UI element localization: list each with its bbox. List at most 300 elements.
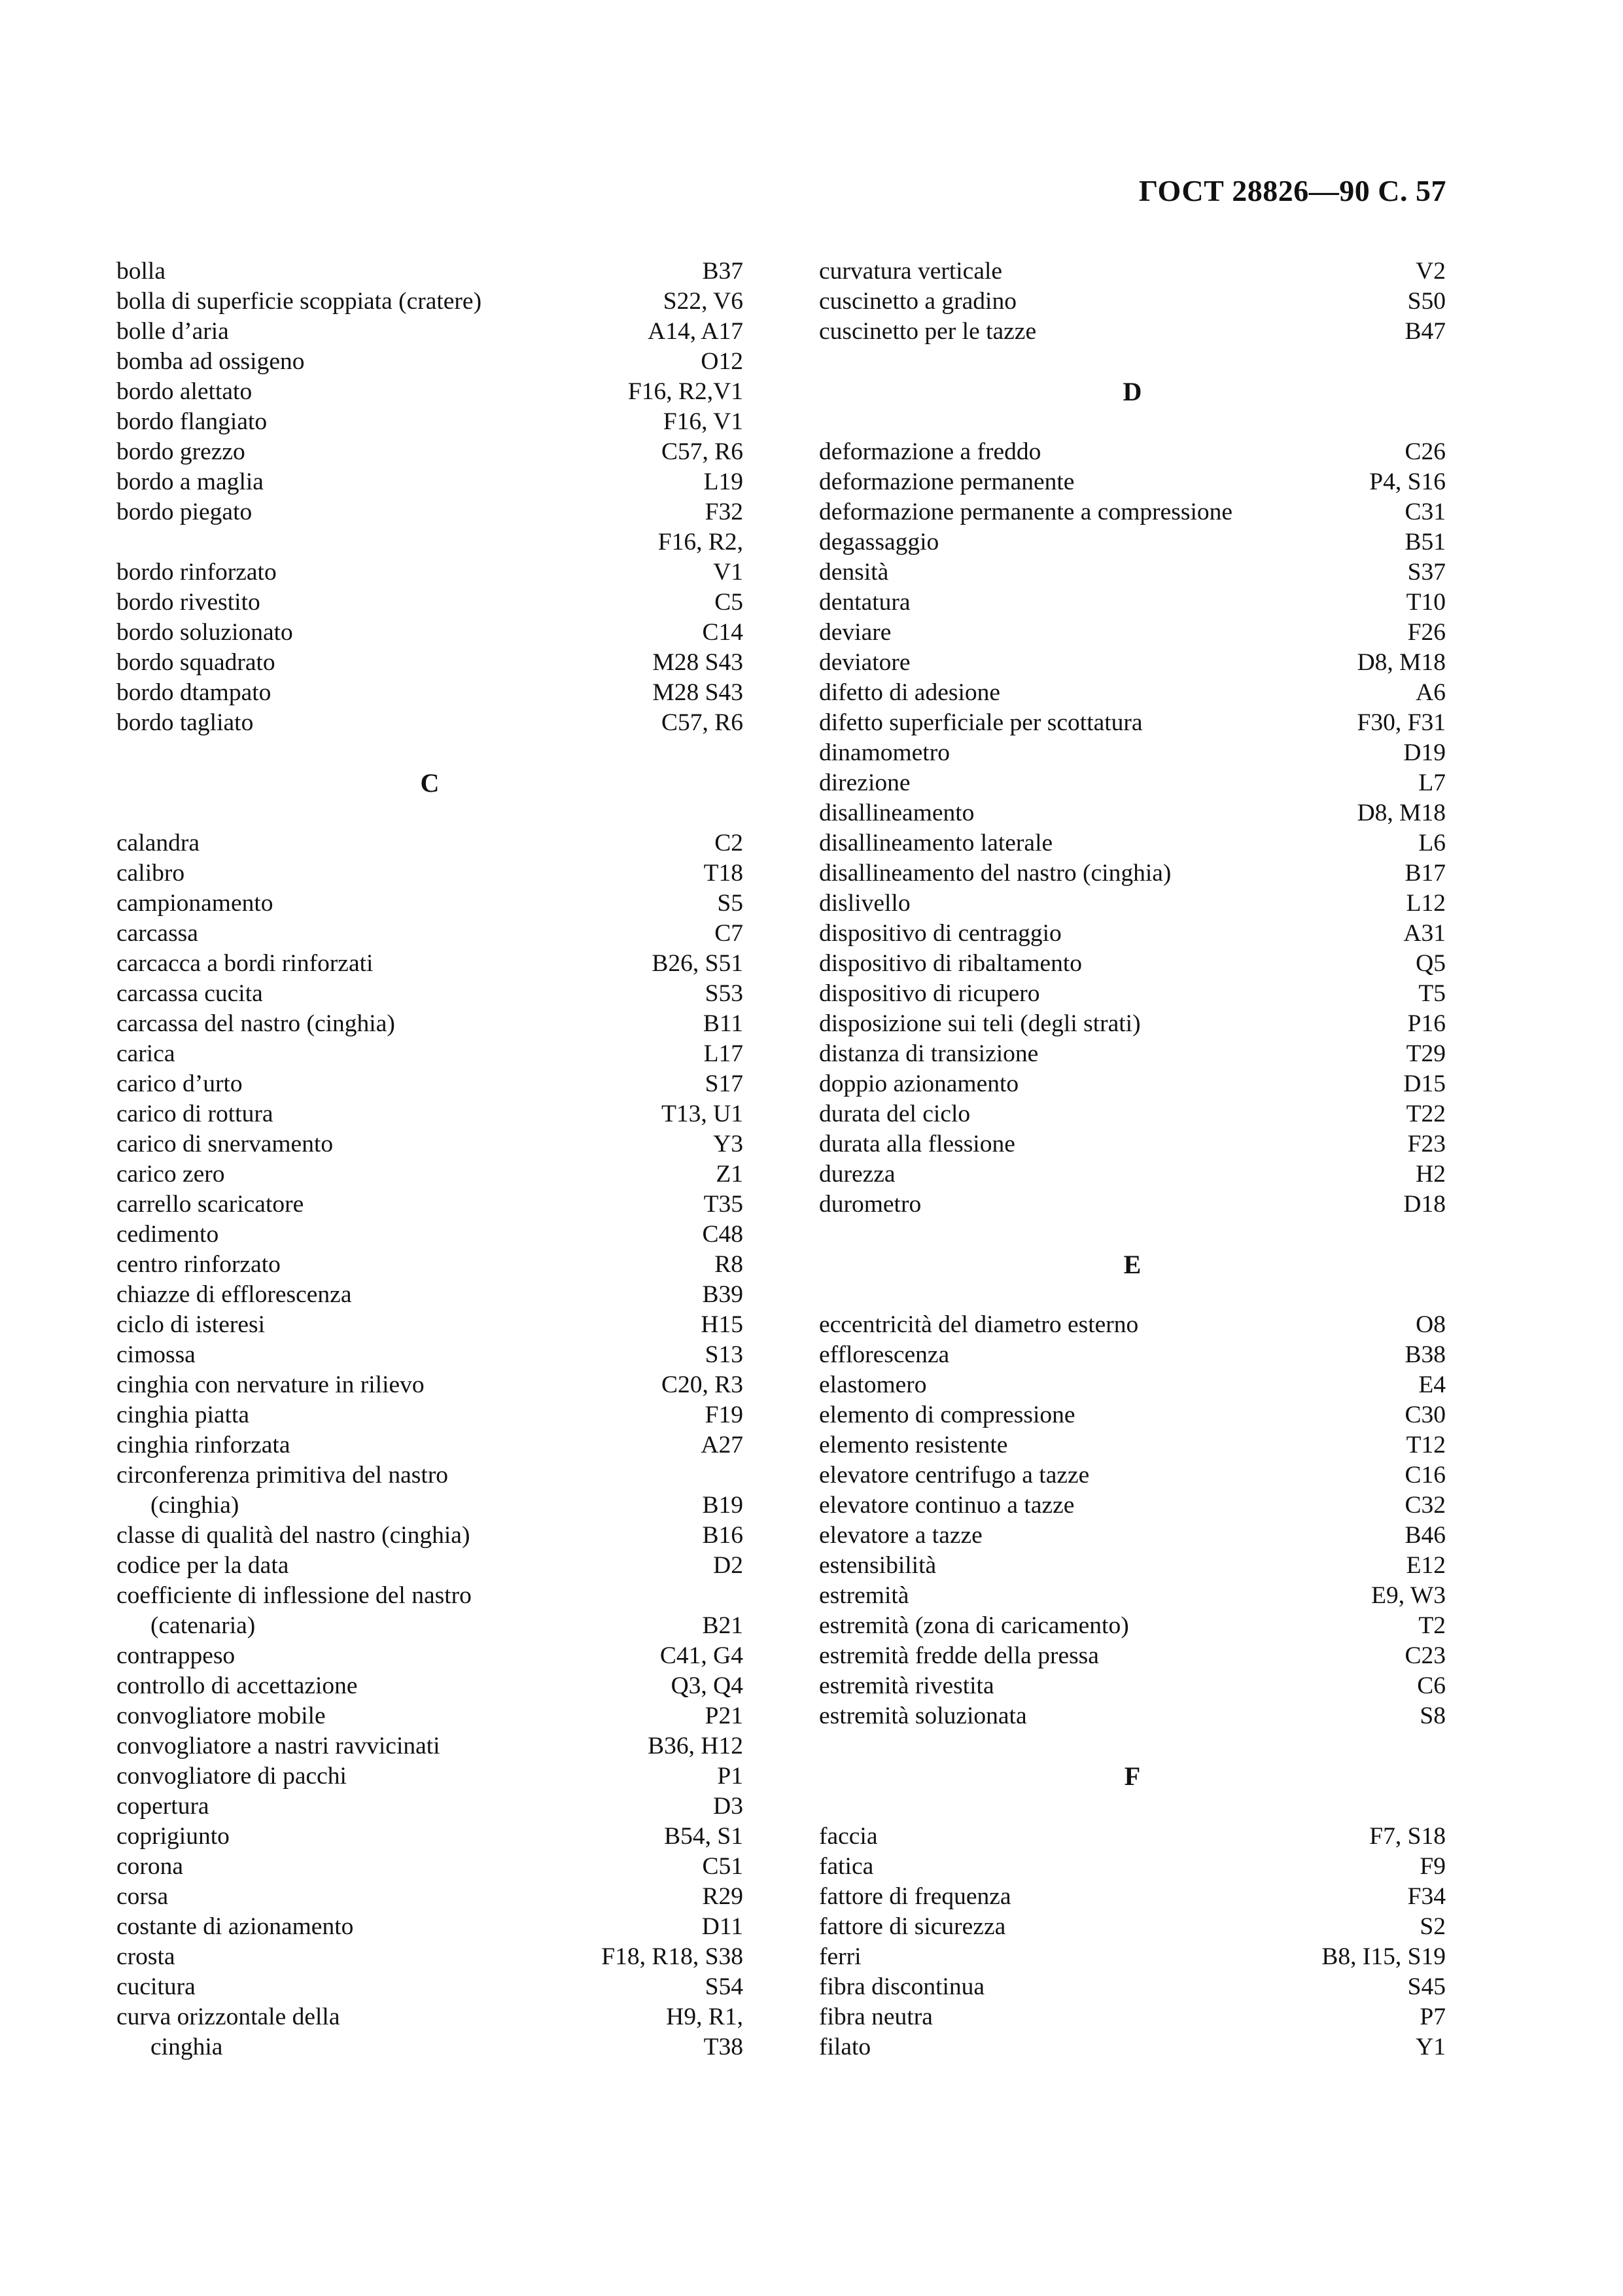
index-term-text: disposizione sui teli (degli strati) (819, 1010, 1141, 1037)
index-term (116, 1792, 209, 1822)
index-term-text: circonferenza primitiva del nastro (116, 1462, 449, 1489)
index-entry (819, 1400, 1446, 1430)
index-code-text: D3 (713, 1793, 743, 1820)
index-term (819, 1370, 927, 1400)
index-code-text: C5 (714, 589, 743, 616)
index-term (116, 1460, 448, 1521)
index-term-text: carcassa cucita (116, 980, 263, 1007)
index-code-text: T12 (1406, 1432, 1446, 1458)
index-code (1406, 889, 1446, 919)
index-term (819, 828, 1053, 858)
index-code (1418, 1611, 1446, 1641)
index-code-text: B17 (1405, 860, 1446, 887)
page-header: ГОСТ 28826—90 С. 57 (1138, 174, 1446, 207)
index-code (1405, 527, 1446, 557)
index-code-text: M28 S43 (652, 679, 743, 706)
index-term (819, 1430, 1007, 1460)
index-entry (819, 858, 1446, 889)
index-entry (819, 1159, 1446, 1190)
index-term (819, 1159, 896, 1190)
index-term-text: carico d’urto (116, 1070, 243, 1097)
index-code (714, 919, 743, 949)
index-term-text: estensibilità (819, 1552, 937, 1579)
index-entry (116, 1641, 743, 1671)
index-entry (116, 919, 743, 949)
index-code-text: B38 (1405, 1341, 1446, 1368)
index-code-text: D15 (1403, 1070, 1446, 1097)
index-code (1405, 317, 1446, 347)
index-entry (819, 1822, 1446, 1852)
index-code (716, 1159, 743, 1190)
index-entry (819, 1340, 1446, 1370)
index-code-text: D8, M18 (1357, 649, 1446, 676)
index-code-text: F16, R2, (657, 529, 743, 556)
index-code-text: Q5 (1416, 950, 1446, 977)
index-term (116, 949, 373, 979)
index-term (819, 1310, 1138, 1340)
index-entry (116, 467, 743, 497)
index-entry (116, 1250, 743, 1280)
index-term-text: chiazze di efflorescenza (116, 1281, 352, 1308)
index-term (819, 1460, 1089, 1491)
index-entry (819, 1701, 1446, 1731)
index-term-text: ciclo di isteresi (116, 1311, 266, 1338)
index-term-text: convogliatore di pacchi (116, 1763, 347, 1790)
index-term (116, 1882, 168, 1912)
index-entry (819, 648, 1446, 678)
index-code (1416, 256, 1446, 287)
index-term-text: contrappeso (116, 1642, 236, 1669)
index-term (819, 1340, 949, 1370)
index-entry (819, 1430, 1446, 1460)
index-term-text: carica (116, 1040, 175, 1067)
index-code-text: B19 (702, 1492, 743, 1519)
index-code (705, 1340, 743, 1370)
index-code-text: T2 (1418, 1612, 1446, 1639)
index-term (116, 1340, 196, 1370)
index-term-text: faccia (819, 1823, 878, 1850)
index-term-text: doppio azionamento (819, 1070, 1019, 1097)
index-code-text: F19 (705, 1402, 743, 1428)
index-term (116, 467, 264, 497)
index-code-text: L7 (1418, 769, 1446, 796)
index-term-text: disallineamento (819, 800, 975, 826)
index-code-text: S54 (705, 1973, 743, 2000)
index-code-text: S17 (705, 1070, 743, 1097)
index-code-text: L17 (703, 1040, 743, 1067)
index-entry (819, 1310, 1446, 1340)
index-term-text: degassaggio (819, 529, 939, 556)
index-code-text: F32 (705, 499, 743, 525)
index-code-text: C57, R6 (661, 709, 743, 736)
index-term-text: fattore di sicurezza (819, 1913, 1006, 1940)
index-code (1321, 1942, 1446, 1972)
index-entry (116, 1942, 743, 1972)
index-code (1357, 648, 1446, 678)
index-code (1405, 1400, 1446, 1430)
index-code-text: B54, S1 (664, 1823, 743, 1850)
index-term-text: classe di qualità del nastro (cinghia) (116, 1522, 470, 1549)
index-entry (116, 979, 743, 1009)
index-term-text: carico zero (116, 1161, 225, 1188)
index-term-text: bordo grezzo (116, 438, 245, 465)
section-letter: C (420, 768, 440, 798)
index-term-text: cuscinetto per le tazze (819, 318, 1037, 345)
index-term-text: curva orizzontale della (116, 2004, 340, 2030)
index-term-text: difetto di adesione (819, 679, 1001, 706)
index-code-text: C14 (702, 619, 743, 646)
index-entry (116, 1039, 743, 1069)
index-term (819, 1972, 985, 2002)
index-code (713, 1551, 743, 1581)
index-term (819, 557, 888, 588)
index-entry (819, 1069, 1446, 1099)
index-code (704, 1039, 743, 1069)
index-term (116, 1942, 175, 1972)
index-term-text: bordo soluzionato (116, 619, 293, 646)
index-term (819, 1039, 1038, 1069)
index-entry (116, 1400, 743, 1430)
index-entry (116, 1822, 743, 1852)
index-code-continuation: T38 (703, 2034, 743, 2060)
index-term (819, 1942, 862, 1972)
index-code (1416, 949, 1446, 979)
index-code-text: C2 (714, 830, 743, 857)
index-term-text: bordo tagliato (116, 709, 254, 736)
index-entry (819, 467, 1446, 497)
index-code-text: T13, U1 (661, 1101, 743, 1127)
index-term (819, 708, 1143, 738)
index-code (1406, 588, 1446, 618)
index-term (819, 1912, 1005, 1942)
index-term (819, 1491, 1074, 1521)
index-term-text: elevatore centrifugo a tazze (819, 1462, 1090, 1489)
index-code (702, 1912, 743, 1942)
index-code (664, 1822, 743, 1852)
index-entry (116, 949, 743, 979)
index-term (819, 919, 1062, 949)
index-term-text: deviatore (819, 649, 911, 676)
index-code (1416, 1159, 1446, 1190)
index-code (1420, 1701, 1446, 1731)
index-term (116, 497, 252, 527)
index-term-text: convogliatore a nastri ravvicinati (116, 1733, 440, 1759)
index-term (116, 407, 267, 437)
index-code-text: O8 (1416, 1311, 1446, 1338)
index-entry (819, 889, 1446, 919)
index-code-text: P16 (1407, 1010, 1446, 1037)
index-term-text: elevatore a tazze (819, 1522, 983, 1549)
index-code (628, 377, 743, 407)
index-code (1403, 1190, 1446, 1220)
index-term-text: controllo di accettazione (116, 1672, 358, 1699)
index-term (116, 1370, 425, 1400)
index-term-text: estremità fredde della pressa (819, 1642, 1099, 1669)
index-code-text: B47 (1405, 318, 1446, 345)
index-term (116, 708, 253, 738)
index-term (116, 648, 275, 678)
index-term-text: elastomero (819, 1371, 927, 1398)
index-code-text: P1 (717, 1763, 743, 1790)
index-code (1418, 979, 1446, 1009)
index-code-text: B21 (702, 1612, 743, 1639)
index-term (116, 1430, 290, 1460)
index-term-text: elemento di compressione (819, 1402, 1075, 1428)
index-term (819, 1882, 1011, 1912)
index-term (819, 287, 1017, 317)
index-code (1418, 768, 1446, 798)
index-term (116, 1671, 358, 1701)
index-entry (819, 768, 1446, 798)
index-term (819, 497, 1232, 527)
index-term (819, 467, 1074, 497)
index-code (661, 708, 743, 738)
index-code-text: D18 (1403, 1191, 1446, 1218)
index-entry (819, 618, 1446, 648)
index-code (1416, 2032, 1446, 2062)
index-code-text: C41, G4 (659, 1642, 743, 1669)
index-term-text: deformazione a freddo (819, 438, 1041, 465)
index-entry (116, 497, 743, 527)
index-term-text: cinghia con nervature in rilievo (116, 1371, 425, 1398)
index-code-text: C23 (1405, 1642, 1446, 1669)
index-term-continuation: (catenaria) (150, 1612, 256, 1639)
index-term-text: ferri (819, 1943, 862, 1970)
index-code (704, 1190, 743, 1220)
index-term (116, 1220, 218, 1250)
index-term (116, 1912, 353, 1942)
index-code-text: F16, V1 (663, 408, 743, 435)
index-code (1357, 798, 1446, 828)
index-term (819, 1551, 936, 1581)
index-entry (116, 1310, 743, 1340)
index-term-text: copertura (116, 1793, 209, 1820)
index-entry (116, 1009, 743, 1039)
index-code (1406, 1430, 1446, 1460)
index-code (717, 889, 743, 919)
index-term (819, 527, 939, 557)
index-term (116, 1852, 183, 1882)
index-code (1405, 1460, 1446, 1491)
index-entry (116, 828, 743, 858)
index-term-text: centro rinforzato (116, 1251, 281, 1278)
index-code (702, 618, 743, 648)
index-code-text: H9, R1, (666, 2004, 743, 2030)
index-code-text: S45 (1407, 1973, 1446, 2000)
index-column-left (116, 256, 743, 2062)
index-term (819, 256, 1002, 287)
index-term (116, 1159, 225, 1190)
index-code-text: B36, H12 (648, 1733, 743, 1759)
index-code-text: E4 (1418, 1371, 1446, 1398)
index-entry (116, 1551, 743, 1581)
index-term (819, 1671, 994, 1701)
index-term-continuation: cinghia (150, 2034, 223, 2060)
index-term (819, 1581, 909, 1611)
index-code (702, 1611, 743, 1641)
index-term (116, 256, 166, 287)
index-group (819, 256, 1446, 347)
index-term-text: cuscinetto a gradino (819, 288, 1017, 315)
index-term-text: dispositivo di ricupero (819, 980, 1040, 1007)
index-term (116, 1731, 440, 1761)
index-term (116, 1972, 196, 2002)
index-term-text: fibra neutra (819, 2004, 933, 2030)
index-code (701, 1430, 743, 1460)
index-term-text: durometro (819, 1191, 922, 1218)
index-term (819, 798, 974, 828)
index-code (1417, 1671, 1446, 1701)
index-code-text: Q3, Q4 (671, 1672, 743, 1699)
index-term (116, 1129, 333, 1159)
index-term-text: dispositivo di ribaltamento (819, 950, 1083, 977)
index-code-text: F9 (1420, 1853, 1446, 1880)
index-code-text: L19 (703, 468, 743, 495)
index-term-text: cucitura (116, 1973, 196, 2000)
index-entry (819, 588, 1446, 618)
index-code-text: B37 (702, 258, 743, 285)
index-code (1405, 1340, 1446, 1370)
index-code-text: A14, A17 (648, 318, 743, 345)
index-code-text: B11 (703, 1010, 743, 1037)
index-term (819, 1701, 1027, 1731)
index-entry (819, 1942, 1446, 1972)
index-term-text: durezza (819, 1161, 896, 1188)
index-term (116, 2002, 340, 2062)
index-code-text: D8, M18 (1357, 800, 1446, 826)
index-entry (116, 2002, 743, 2062)
index-code (705, 979, 743, 1009)
index-entry (819, 437, 1446, 467)
index-code (702, 1280, 743, 1310)
index-code (648, 317, 743, 347)
index-code (705, 1701, 743, 1731)
index-term-text: curvatura verticale (819, 258, 1003, 285)
index-code-text: C20, R3 (661, 1371, 743, 1398)
index-term-text: deviare (819, 619, 892, 646)
index-code (705, 1400, 743, 1430)
index-code (705, 1972, 743, 2002)
index-term (819, 1641, 1099, 1671)
index-entry (116, 256, 743, 287)
index-term-text: dinamometro (819, 739, 950, 766)
index-group (116, 256, 743, 738)
index-group (819, 437, 1446, 1220)
index-entry (819, 1912, 1446, 1942)
index-term-text: carrello scaricatore (116, 1191, 304, 1218)
index-term-text: filato (819, 2034, 871, 2060)
index-term (819, 317, 1036, 347)
index-entry (116, 858, 743, 889)
index-code-text: E12 (1406, 1552, 1446, 1579)
index-code-text: P21 (705, 1703, 743, 1729)
index-term (819, 1400, 1075, 1430)
index-code-text: Y3 (713, 1131, 743, 1157)
index-code (1405, 497, 1446, 527)
index-term (116, 1009, 395, 1039)
index-code (1406, 1551, 1446, 1581)
index-term (116, 1069, 243, 1099)
index-term (819, 949, 1082, 979)
index-code (661, 1099, 743, 1129)
index-entry (116, 1521, 743, 1551)
index-entry (819, 1852, 1446, 1882)
index-code (661, 437, 743, 467)
index-entry (116, 437, 743, 467)
index-entry (116, 1671, 743, 1701)
index-entry (819, 1972, 1446, 2002)
index-term-text: estremità soluzionata (819, 1703, 1027, 1729)
index-entry (116, 1069, 743, 1099)
index-term-text: bomba ad ossigeno (116, 348, 305, 375)
index-code-text: F16, R2,V1 (627, 378, 743, 405)
index-code (1405, 1491, 1446, 1521)
index-entry (116, 1159, 743, 1190)
index-code-text: A6 (1416, 679, 1446, 706)
index-term (116, 1310, 265, 1340)
index-entry (819, 919, 1446, 949)
index-code-text: C30 (1405, 1402, 1446, 1428)
index-code-text: M28 S43 (652, 649, 743, 676)
index-term-text: bordo piegato (116, 499, 253, 525)
index-code-text: C16 (1405, 1462, 1446, 1489)
index-term (116, 1581, 472, 1641)
index-term (116, 858, 184, 889)
index-entry (819, 317, 1446, 347)
index-code (652, 678, 743, 708)
index-code (1420, 1912, 1446, 1942)
index-code (702, 256, 743, 287)
index-code (648, 1731, 743, 1761)
index-entry (116, 377, 743, 407)
index-term (819, 678, 1000, 708)
index-term-text: costante di azionamento (116, 1913, 354, 1940)
index-code (1405, 437, 1446, 467)
index-entry (116, 708, 743, 738)
index-term-text: disallineamento del nastro (cinghia) (819, 860, 1172, 887)
index-entry (116, 1190, 743, 1220)
index-term (116, 317, 229, 347)
index-code-text: S22, V6 (663, 288, 743, 315)
index-term-text: bolle d’aria (116, 318, 229, 345)
index-entry (819, 1882, 1446, 1912)
section-letter: E (1123, 1250, 1142, 1279)
index-entry (819, 1039, 1446, 1069)
index-entry (819, 1009, 1446, 1039)
index-term (819, 618, 891, 648)
index-term (116, 1280, 351, 1310)
index-entry (819, 828, 1446, 858)
index-term (116, 1641, 235, 1671)
index-term-continuation: (cinghia) (150, 1492, 239, 1519)
index-term (116, 1521, 470, 1551)
index-entry (116, 1731, 743, 1761)
index-term (116, 377, 252, 407)
index-code-continuation: V1 (713, 559, 743, 586)
index-code (1420, 2002, 1446, 2032)
index-term (819, 1009, 1141, 1039)
index-term (819, 437, 1041, 467)
index-code-text: B51 (1405, 529, 1446, 556)
index-term (819, 1822, 877, 1852)
index-term (819, 979, 1039, 1009)
index-code (1406, 1099, 1446, 1129)
index-entry (819, 1551, 1446, 1581)
index-term (819, 1611, 1129, 1641)
index-code-text: V2 (1416, 258, 1446, 285)
index-term-text: fatica (819, 1853, 874, 1880)
index-term-text: dentatura (819, 589, 911, 616)
